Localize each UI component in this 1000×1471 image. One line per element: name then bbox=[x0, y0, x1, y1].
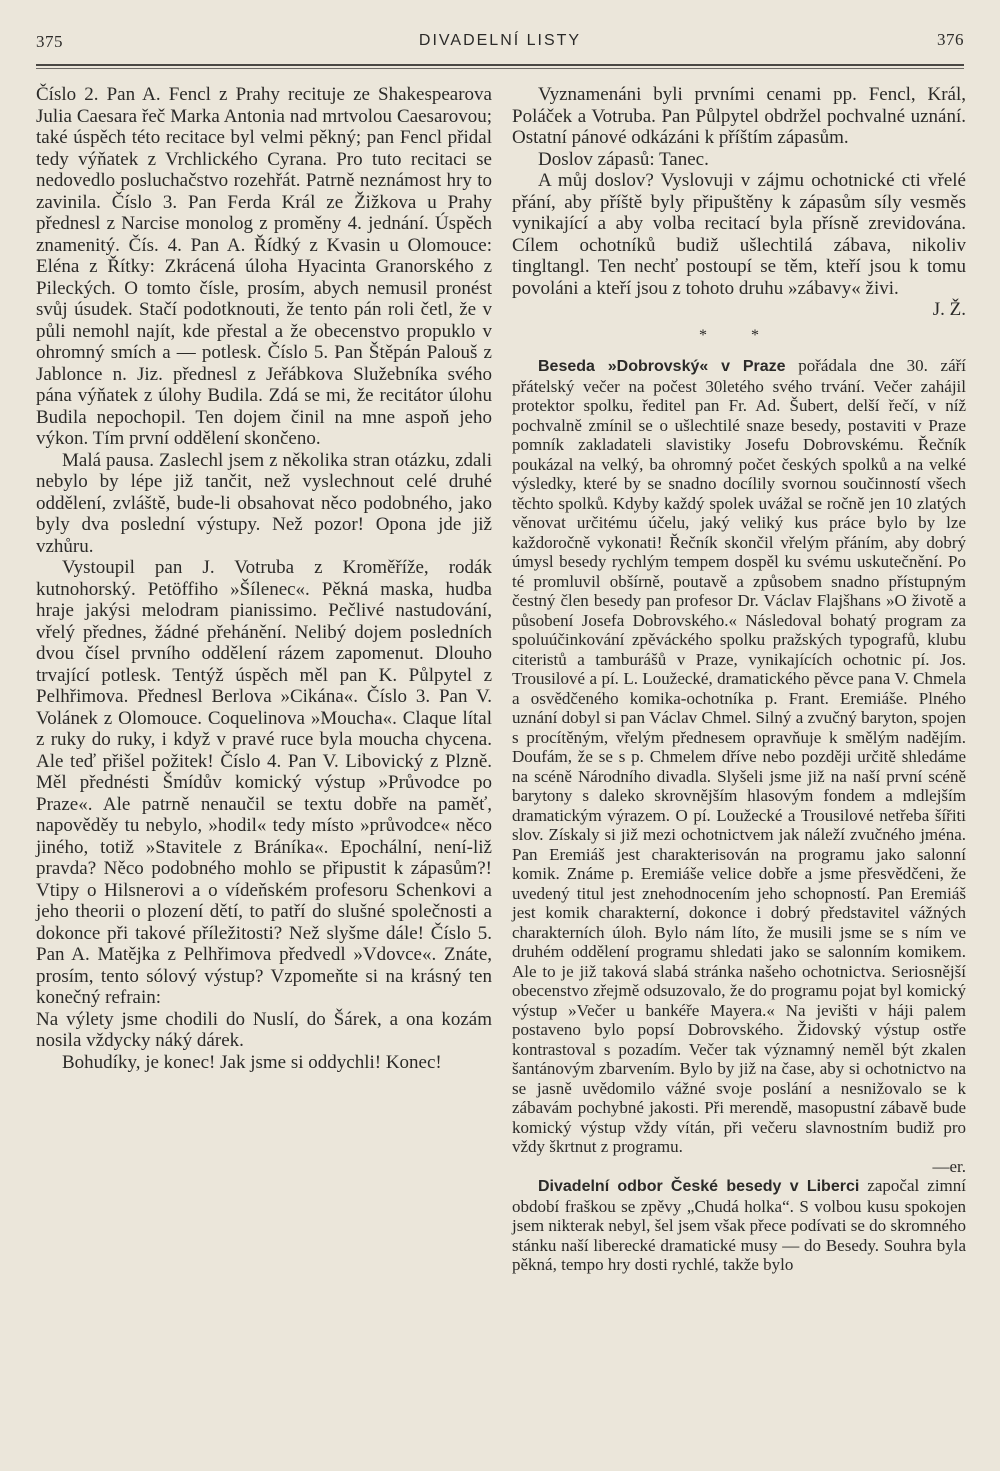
paragraph: Číslo 2. Pan A. Fencl z Prahy recituje ze Shakespearova Julia Caesara řeč Marka Antonia nad mrtvolou Caesarovou; také úspěch této recitace byl velmi pěkný; pan Fencl přidal tedy výňatek z Vrchlického Cyrana. Pro tuto recitaci se nedovedlo posluchačstvo rozehřát. Patrně neznámost hry to zavinila. Číslo 3. Pan Ferda Král ze Žižkova u Prahy přednesl z Narcise monolog z proměny 4. jednání. Úspěch znamenitý. Čís. 4. Pan A. Řídký z Kvasin u Olomouce: Eléna z Řítky: Zkrácená úloha Hyacinta Granorského z Pileckých. O tomto čísle, prosím, abych nemusil pronést svůj úsudek. Stačí podotknouti, že tento pán roli četl, že v půli nemohl najít, kde přestal a že obecenstvo propuklo v ohromný smích a — potlesk. Číslo 5. Pan Štěpán Palouš z Jablonce n. Jiz. přednesl z Jeřábkova Služebníka svého pána výňatek z úlohy Budila. Zdá se mi, že recitátor úlohu Budila nepochopil. Ten dojem činil na mne aspoň jeho výkon. Tím první oddělení skončeno. bbox=[36, 84, 492, 449]
paragraph: Vyznamenáni byli prvními cenami pp. Fencl, Král, Poláček a Votruba. Pan Půlpytel obdržel pochvalné uznání. Ostatní pánové odkázáni k příštím zápasům. bbox=[512, 84, 966, 148]
paragraph: A můj doslov? Vyslovuji v zájmu ochotnické cti vřelé přání, aby příště byly připuštěny k zápasům síly vesměs vynikající a aby volba recitací byla přísně zrevidována. Cílem ochotníků budiž ušlechtilá zábava, nikoliv tingltangl. Ten nechť postoupí se těm, kteří jsou k tomu povoláni a kteří jsou z tohoto druhu »zábavy« živi. bbox=[512, 170, 966, 299]
article-odbor bbox=[512, 1176, 966, 1275]
paragraph: Bohudíky, je konec! Jak jsme si oddychli! Konec! bbox=[62, 1051, 442, 1073]
article-beseda bbox=[512, 356, 966, 1157]
signature: —er. bbox=[932, 1156, 966, 1176]
header-rule-thin bbox=[36, 68, 964, 69]
paragraph: Doslov zápasů: Tanec. bbox=[538, 148, 709, 170]
running-title: DIVADELNÍ LISTY bbox=[418, 32, 582, 49]
header-rule bbox=[36, 64, 964, 66]
page-number-left: 375 bbox=[36, 32, 63, 51]
article-headline: Beseda »Dobrovský« v Praze bbox=[538, 358, 786, 375]
page-number-right: 376 bbox=[937, 30, 964, 49]
article-headline: Divadelní odbor České besedy v Liberci bbox=[538, 1178, 860, 1195]
quoted-refrain: Na výlety jsme chodili do Nuslí, do Šárek, a ona kozám nosila vždycky náký dárek. bbox=[36, 1008, 492, 1051]
right-column bbox=[512, 84, 966, 1275]
left-column bbox=[36, 84, 492, 1073]
paragraph: Malá pausa. Zaslechl jsem z několika stran otázku, zdali nebylo by lépe již tančit, než vyslechnout celé druhé oddělení, zvláště, bude-li obsahovat něco podobného, jako byly dva poslední výstupy. Než pozor! Opona jde již vzhůru. bbox=[36, 449, 492, 557]
article-text: pořádala dne 30. září přátelský večer na počest 30letého svého trvání. Večer zahájil protektor spolku, ředitel pan Fr. Ad. Šubert, delší řečí, v níž pochvalně zmínil se o ušlechtilé snaze besedy, postaviti v Praze pomník zakladateli slavistiky Josefu Dobrovskému. Řečník poukázal na velký, ba ohromný počet českých spolků a na velké výsledky, které by se snadno docílily svornou součinností všech těchto spolků. Kdyby každý spolek uvážal se ročně jen 10 zlatých věnovat určitému účelu, jaký veliký kus práce bylo by lze každoročně vykonati! Řečník skončil vřelým přáním, aby dobrý úmysl besedy rychlým tempem dospěl ku svému uskutečnění. Po té promluvil obšírně, poutavě a způsobem snadno přístupným čestný člen besedy pan profesor Dr. Václav Flajšhans »O životě a působení Josefa Dobrovského.« Následoval bohatý program za spoluúčinkování zpěváckého spolku pražských typografů, klubu citeristů a tamburášů v Praze, vynikajících ochotnic pí. Jos. Trousilové a pí. L. Loužecké, dramatického pěvce pana V. Chmela a osvědčeného komika-ochotníka p. Frant. Eremiáše. Plného uznání dobyl si pan Václav Chmel. Silný a zvučný baryton, spojen s procítěným, vřelým přednesem opravňuje k smělým nadějím. Doufám, že se s p. Chmelem dříve nebo později určitě shledáme na scéně Národního divadla. Slyšeli jsme již na naší první scéně barytony s daleko skrovnějším hlasovým fondem a mdlejším dramatickým výrazem. O pí. Loužecké a Trousilové netřeba šířiti slov. Získaly si již mezi ochotnictvem jak náleží zvučného jména. Pan Eremiáš jest charakterisován na programu jako salonní komik. Známe p. Eremiáše velice dobře a jsme přesvědčeni, že uvedený titul jest znehodnocením jeho schopností. Pan Eremiáš jest komik charakterní, dokonce i dobrý představitel vážných charakterních úloh. Bylo nám líto, že musili jsme se s ním ve druhém oddělení programu shledati jako se salonním komikem. Ale to je již taková slabá stránka našeho ochotnictva. Seriosnější obecenstvo zřejmě odsuzovalo, že do programu pojat byl komický výstup »Večer u bankéře Mayera.« Na jevišti v háji palem postaveno bylo popsí Dobrovského. Židovský výstup ostře kontrastoval s pozadím. Večer tak významný neměl být zkalen šantánovým zbarvením. Bylo by již na čase, aby si ochotnictvo na se jasně uvědomilo vážné svoje poslání a nesnižovalo se k zábavám pochybné jakosti. Při merendě, masopustní zábavě bude komický výstup vždy vítán, při večeru slavnostním budiž pro vždy škrtnut z programu. bbox=[512, 356, 967, 1156]
page-header bbox=[36, 30, 964, 64]
article-text: započal zimní období fraškou se zpěvy „Chudá holka“. S volbou kusu spokojen jsem nikterak nebyl, šel jsem však přece podívati se do skromného stánku naší liberecké dramatické musy — do Besedy. Souhra byla pěkná, tempo hry dosti rychlé, takže bylo bbox=[512, 1176, 967, 1274]
paragraph: Vystoupil pan J. Votruba z Kroměříže, rodák kutnohorský. Petöffiho »Šílenec«. Pěkná maska, hudba hraje jakýsi melodram pianissimo. Pečlivé nastudování, vřelý přednes, žádné přehánění. Nelibý dojem posledních dvou čísel prvního oddělení rázem zapomenut. Dlouho trvající potlesk. Tentýž úspěch měl pan K. Půlpytel z Pelhřimova. Přednesl Berlova »Cikána«. Číslo 3. Pan V. Volánek z Olomouce. Coquelinova »Moucha«. Claque lítal z ruky do ruky, i když v pravé ruce byla moucha chycena. Ale teď přišel požitek! Číslo 4. Pan V. Libovický z Plzně. Měl přednésti Šmídův komický výstup »Průvodce po Praze«. Ale patrně nenaučil se textu dobře na paměť, napověděy tu nebylo, »hodil« tedy místo »průvodce« něco jiného, totiž »Stavitele z Bráníka«. Epochální, není-liž pravda? Něco podobného mohlo se připustit k zápasům?! Vtipy o Hilsnerovi a o vídeňském profesoru Schenkovi a jeho theorii o plození dětí, to patří do slušné společnosti a dokonce při takové příležitosti? Než slyšme dále! Číslo 5. Pan A. Matějka z Pelhřimova předvedl »Vdovce«. Znáte, prosím, tento sólový výstup? Vzpomeňte si na krásný ten konečný refrain: bbox=[36, 557, 492, 1008]
section-separator: * * bbox=[699, 326, 779, 344]
signature: J. Ž. bbox=[932, 299, 966, 320]
